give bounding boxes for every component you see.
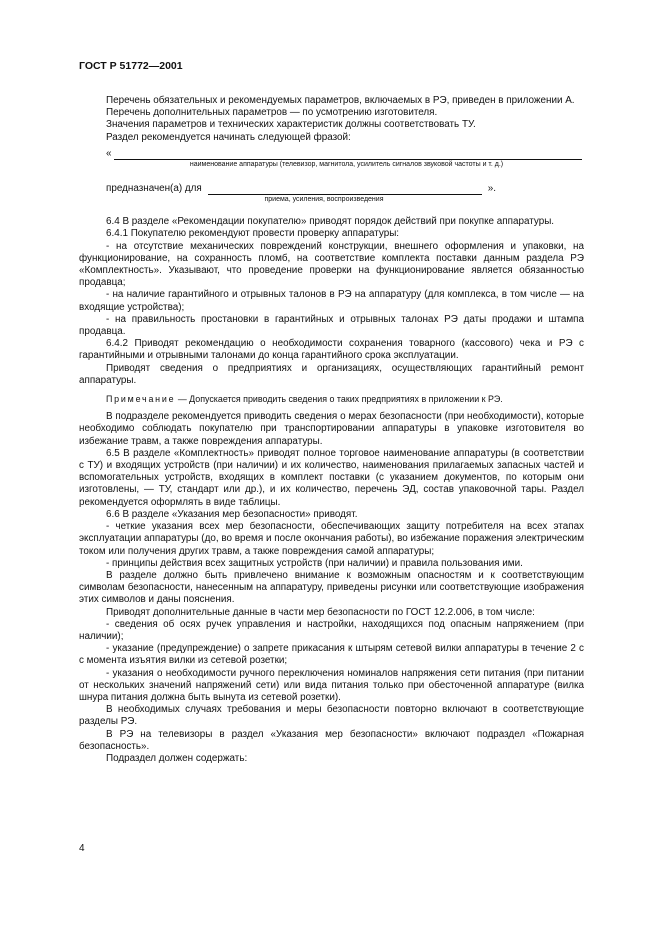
form-field-equipment-name: [79, 148, 584, 160]
paragraph-safety-symbols: В разделе должно быть привлечено внимание к возможным опасностям и к соответствующим символам безопасности, нанесенным на аппаратуру, приведены рисунки или соответствующие изображения этих символов и даны пояснения.: [79, 569, 584, 606]
form-field-purpose: [79, 183, 496, 195]
paragraph-repeat-requirements: В необходимых случаях требования и меры безопасности повторно включают в соответствующие разделы РЭ.: [79, 704, 584, 728]
paragraph-start-phrase: Раздел рекомендуется начинать следующей фразой:: [106, 131, 351, 143]
caption-purpose: приема, усиления, воспроизведения: [264, 196, 384, 204]
caption-equipment-name: наименование аппаратуры (телевизор, магнитола, усилитель сигналов звуковой частоты и т. д.): [189, 161, 504, 169]
paragraph-fire-safety: В РЭ на телевизоры в раздел «Указания мер безопасности» включают подраздел «Пожарная безопасность».: [79, 728, 584, 752]
note-label: Примечание: [106, 394, 176, 405]
document-header: ГОСТ Р 51772—2001: [79, 60, 183, 72]
section-6-5: 6.5 В разделе «Комплектность» приводят полное торговое наименование аппаратуры (в соответствии с ТУ) и входящих устройств (при наличии) и их количество, наименования прилагаемых запасных частей и вспомогательных устройств, входящих в комплект поставки (с указанием документов, по которым они изготовлены, — ТУ, стандарт или др.), и их количество, перечень ЭД, состав упаковочной тары. Раздел рекомендуется оформлять в виде таблицы.: [79, 447, 584, 508]
document-body: [79, 95, 584, 765]
paragraph-transport-safety: В подразделе рекомендуется приводить сведения о мерах безопасности (при необходимости), которые необходимо соблюдать покупателю при транспортировании аппаратуры в упаковке изготовителя во избежание травм, а также повреждения аппаратуры.: [79, 411, 584, 447]
section-6-4: 6.4 В разделе «Рекомендации покупателю» приводят порядок действий при покупке аппаратуры.: [106, 216, 555, 228]
paragraph-values-tu: Значения параметров и технических характеристик должны соответствовать ТУ.: [106, 119, 476, 131]
paragraph-parameters-list: Перечень обязательных и рекомендуемых параметров, включаемых в РЭ, приведен в приложении А.: [106, 95, 575, 106]
list-item: - принципы действия всех защитных устройств (при наличии) и правила пользования ими.: [106, 557, 523, 569]
list-item: - на правильность простановки в гарантийных и отрывных талонах РЭ даты продажи и штампа продавца.: [79, 313, 584, 338]
paragraph-subsection-contents: Подраздел должен содержать:: [106, 752, 248, 764]
purpose-lead-text: предназначен(а) для: [106, 183, 202, 195]
section-6-4-2: 6.4.2 Приводят рекомендацию о необходимости сохранения товарного (кассового) чека и РЭ с гарантийными и отрывными талонами до конца гарантийного срока эксплуатации.: [79, 338, 584, 362]
note: [79, 393, 584, 405]
blank-line-purpose: [208, 184, 482, 195]
open-quote: «: [106, 147, 112, 159]
blank-line-equipment: [114, 149, 583, 160]
paragraph-additional-safety: Приводят дополнительные данные в части мер безопасности по ГОСТ 12.2.006, в том числе:: [106, 606, 535, 618]
list-item: - указание (предупреждение) о запрете прикасания к штырям сетевой вилки аппаратуры в течение 2 с с момента изъятия вилки из сетевой розетки;: [79, 643, 584, 667]
note-text: — Допускается приводить сведения о таких предприятиях в приложении к РЭ.: [175, 394, 503, 405]
list-item: - сведения об осях ручек управления и настройки, находящихся под опасным напряжением (при наличии);: [79, 618, 584, 642]
section-6-6: 6.6 В разделе «Указания мер безопасности» приводят.: [106, 508, 358, 520]
paragraph-additional-parameters: Перечень дополнительных параметров — по усмотрению изготовителя.: [106, 107, 438, 119]
page-number: 4: [79, 843, 85, 854]
list-item: - на отсутствие механических повреждений конструкции, внешнего оформления и упаковки, на функционирование, на сохранность пломб, на соответствие комплекта поставки данным раздела РЭ «Комплектность». Указывают, что проведение проверки на функционирование является обязанностью продавца;: [79, 240, 584, 289]
paragraph-warranty-repair: Приводят сведения о предприятиях и организациях, осуществляющих гарантийный ремонт аппаратуры.: [79, 362, 584, 386]
list-item: - на наличие гарантийного и отрывных талонов в РЭ на аппаратуру (для комплекса, в том числе — на входящие устройства);: [79, 289, 584, 313]
list-item: - четкие указания всех мер безопасности, обеспечивающих защиту потребителя на всех этапах эксплуатации аппаратуры (до, во время и после окончания работы), во избежание поражения электрическим током или получения других травм, а также повреждения самой аппаратуры;: [79, 521, 584, 557]
section-6-4-1: 6.4.1 Покупателю рекомендуют провести проверку аппаратуры:: [106, 228, 400, 240]
close-quote: ».: [487, 183, 496, 195]
list-item: - указания о необходимости ручного переключения номиналов напряжения сети питания (при питании от нескольких значений напряжений сети) или вида питания только при обесточенной аппаратуре (вилка шнура питания должна быть вынута из сетевой розетки).: [79, 667, 584, 703]
